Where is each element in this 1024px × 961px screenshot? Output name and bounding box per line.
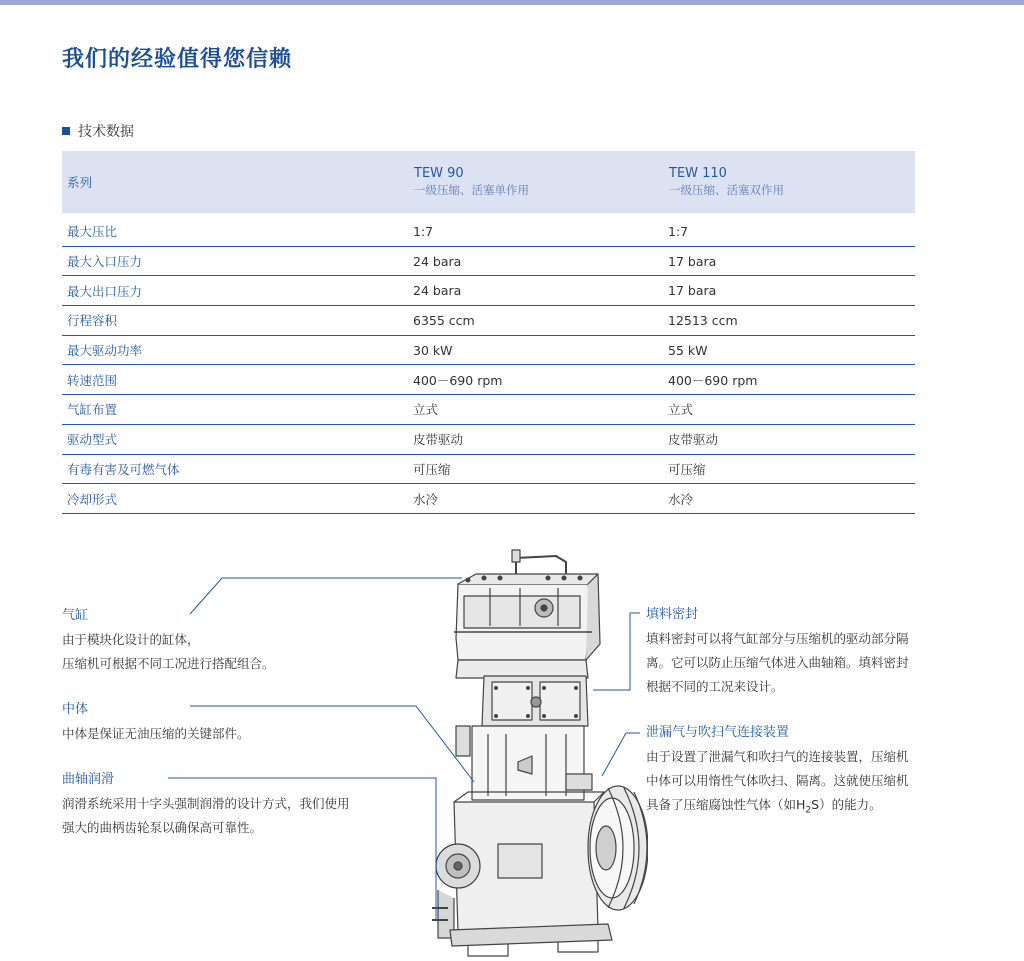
- packing-leader-line: [593, 613, 640, 690]
- packing-title: 填料密封: [646, 607, 699, 622]
- leak-text-1: 由于设置了泄漏气和吹扫气的连接装置，压缩机: [646, 749, 909, 764]
- row-value-2: 17 bara: [668, 276, 915, 306]
- row-value-1: 1:7: [413, 215, 668, 246]
- row-label: 行程容积: [62, 306, 413, 336]
- row-value-2: 1:7: [668, 215, 915, 246]
- row-label: 气缸布置: [62, 395, 413, 425]
- row-value-2: 12513 ccm: [668, 306, 915, 336]
- packing-text-3: 根据不同的工况来设计。: [646, 679, 784, 694]
- row-value-2: 400－690 rpm: [668, 365, 915, 395]
- leak-text-3-pre: 具备了压缩腐蚀性气体（如H: [646, 797, 806, 812]
- row-label: 有毒有害及可燃气体: [62, 454, 413, 484]
- middle-text-1: 中体是保证无油压缩的关键部件。: [62, 726, 250, 741]
- row-label: 冷却形式: [62, 484, 413, 514]
- row-value-2: 立式: [668, 395, 915, 425]
- row-label: 最大入口压力: [62, 246, 413, 276]
- packing-text-2: 离。它可以防止压缩气体进入曲轴箱。填料密封: [646, 655, 909, 670]
- middle-title: 中体: [62, 702, 89, 717]
- callout-packing-seal: [646, 603, 909, 699]
- model-1-name: TEW 90: [414, 166, 464, 181]
- crank-text-2: 强大的曲柄齿轮泵以确保高可靠性。: [62, 820, 263, 835]
- row-value-1: 30 kW: [413, 335, 668, 365]
- cylinder-title: 气缸: [62, 608, 89, 623]
- row-value-2: 可压缩: [668, 454, 915, 484]
- callout-cylinder: [62, 604, 275, 676]
- model-2-desc: 一级压缩、活塞双作用: [669, 183, 784, 197]
- row-value-1: 皮带驱动: [413, 424, 668, 454]
- row-label: 最大压比: [62, 215, 413, 246]
- row-value-1: 24 bara: [413, 276, 668, 306]
- row-value-1: 24 bara: [413, 246, 668, 276]
- cylinder-text-1: 由于模块化设计的缸体，: [62, 632, 200, 647]
- row-label: 最大驱动功率: [62, 335, 413, 365]
- crank-title: 曲轴润滑: [62, 772, 115, 787]
- leak-leader-line: [602, 733, 640, 776]
- row-value-1: 6355 ccm: [413, 306, 668, 336]
- section-heading-text: 技术数据: [78, 124, 134, 140]
- page-title: 我们的经验值得您信赖: [62, 47, 293, 72]
- leak-text-3: [646, 793, 909, 823]
- row-value-2: 水冷: [668, 484, 915, 514]
- callout-crank-lubrication: [62, 768, 350, 840]
- row-value-1: 可压缩: [413, 454, 668, 484]
- row-value-1: 400－690 rpm: [413, 365, 668, 395]
- leak-text-3-post: S）的能力。: [811, 797, 882, 812]
- model-1-desc: 一级压缩、活塞单作用: [414, 183, 529, 197]
- leak-title: 泄漏气与吹扫气连接装置: [646, 725, 790, 740]
- leak-text-2: 中体可以用惰性气体吹扫、隔离。这就使压缩机: [646, 773, 909, 788]
- packing-text-1: 填料密封可以将气缸部分与压缩机的驱动部分隔: [646, 631, 909, 646]
- callout-leak-purge: [646, 721, 909, 823]
- cylinder-text-2: 压缩机可根据不同工况进行搭配组合。: [62, 656, 275, 671]
- row-value-2: 皮带驱动: [668, 424, 915, 454]
- row-label: 驱动型式: [62, 424, 413, 454]
- row-value-1: 立式: [413, 395, 668, 425]
- row-value-1: 水冷: [413, 484, 668, 514]
- crank-text-1: 润滑系统采用十字头强制润滑的设计方式，我们使用: [62, 796, 350, 811]
- leak-text-3-sub: 2: [805, 805, 812, 816]
- row-value-2: 17 bara: [668, 246, 915, 276]
- callout-middle-body: [62, 698, 250, 746]
- row-label: 转速范围: [62, 365, 413, 395]
- header-series-label: 系列: [62, 151, 413, 215]
- model-2-name: TEW 110: [669, 166, 727, 181]
- row-value-2: 55 kW: [668, 335, 915, 365]
- row-label: 最大出口压力: [62, 276, 413, 306]
